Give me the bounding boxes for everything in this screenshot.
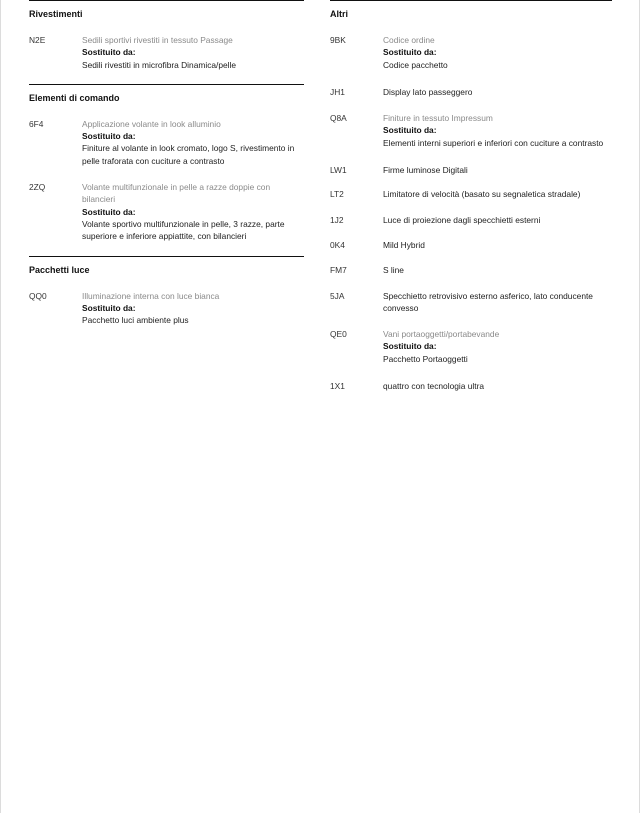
option-code: QE0 bbox=[330, 329, 347, 340]
option-code: JH1 bbox=[330, 86, 345, 97]
option-text: Specchietto retrovisivo esterno asferico, lato conducente convesso bbox=[383, 290, 593, 313]
replacement-option: Elementi interni superiori e inferiori con cuciture a contrasto bbox=[383, 137, 604, 148]
replacement-option: Pacchetto Portaoggetti bbox=[383, 353, 468, 364]
section-elementi-di-comando bbox=[29, 84, 304, 243]
replaced-label: Sostituito da: bbox=[82, 206, 136, 217]
option-text: Luce di proiezione dagli specchietti esterni bbox=[383, 214, 541, 225]
option-entry bbox=[29, 118, 304, 167]
option-text: quattro con tecnologia ultra bbox=[383, 381, 485, 392]
replaced-label: Sostituito da: bbox=[383, 47, 437, 58]
original-option: Sedili sportivi rivestiti in tessuto Passage bbox=[82, 35, 233, 45]
option-code: Q8A bbox=[330, 113, 347, 124]
option-description bbox=[383, 112, 612, 149]
option-code: 1J2 bbox=[330, 214, 344, 225]
option-entry bbox=[330, 214, 612, 226]
section-altri bbox=[330, 0, 612, 392]
option-entry bbox=[29, 181, 304, 242]
option-description bbox=[383, 328, 612, 365]
option-description bbox=[82, 181, 304, 242]
left-column bbox=[29, 0, 304, 326]
section-title: Rivestimenti bbox=[29, 9, 83, 19]
original-option: Codice ordine bbox=[383, 35, 435, 45]
option-entry bbox=[29, 34, 304, 71]
option-text: Mild Hybrid bbox=[383, 239, 425, 250]
replaced-label: Sostituito da: bbox=[383, 341, 437, 352]
option-description bbox=[82, 34, 304, 71]
option-entry bbox=[330, 164, 612, 176]
option-code: FM7 bbox=[330, 265, 347, 276]
option-entry bbox=[330, 86, 612, 98]
section-title: Altri bbox=[330, 9, 348, 19]
option-entry bbox=[330, 34, 612, 71]
option-code: LT2 bbox=[330, 189, 344, 200]
section-rivestimenti bbox=[29, 0, 304, 71]
option-description bbox=[383, 34, 612, 71]
option-text: S line bbox=[383, 265, 404, 276]
option-entry bbox=[330, 380, 612, 392]
original-option: Applicazione volante in look alluminio bbox=[82, 118, 221, 129]
section-title: Elementi di comando bbox=[29, 92, 120, 103]
original-option: Vani portaoggetti/portabevande bbox=[383, 329, 500, 340]
option-code: 6F4 bbox=[29, 118, 44, 129]
original-option: Illuminazione interna con luce bianca bbox=[82, 290, 220, 301]
option-code: 9BK bbox=[330, 35, 346, 45]
replacement-option: Pacchetto luci ambiente plus bbox=[82, 315, 189, 326]
option-entry bbox=[29, 290, 304, 327]
option-code: 0K4 bbox=[330, 239, 345, 250]
option-entry bbox=[330, 112, 612, 149]
option-text: Firme luminose Digitali bbox=[383, 165, 468, 176]
replacement-option: Sedili rivestiti in microfibra Dinamica/pelle bbox=[82, 59, 237, 70]
option-entry bbox=[330, 328, 612, 365]
section-title: Pacchetti luce bbox=[29, 264, 90, 275]
replacement-option: Volante sportivo multifunzionale in pelle, 3 razze, parte superiore e inferiore appiattite, con bilancieri bbox=[82, 218, 285, 242]
replacement-option: Finiture al volante in look cromato, logo S, rivestimento in pelle traforata con cuciture a contrasto bbox=[82, 143, 295, 166]
option-description bbox=[82, 118, 304, 167]
option-entry bbox=[330, 188, 612, 200]
option-code: LW1 bbox=[330, 165, 347, 176]
option-code: 1X1 bbox=[330, 381, 345, 392]
replaced-label: Sostituito da: bbox=[82, 47, 136, 58]
option-description bbox=[82, 290, 304, 327]
original-option: Finiture in tessuto Impressum bbox=[383, 113, 493, 124]
replaced-label: Sostituito da: bbox=[82, 302, 136, 313]
option-code: 5JA bbox=[330, 290, 345, 301]
option-code: QQ0 bbox=[29, 290, 47, 301]
right-column bbox=[330, 0, 612, 392]
original-option: Volante multifunzionale in pelle a razze doppie con bilancieri bbox=[82, 182, 271, 205]
option-text: Limitatore di velocità (basato su segnaletica stradale) bbox=[383, 189, 581, 200]
option-entry bbox=[330, 290, 612, 315]
option-entry bbox=[330, 239, 612, 251]
section-pacchetti-luce bbox=[29, 256, 304, 327]
replaced-label: Sostituito da: bbox=[82, 131, 136, 142]
replaced-label: Sostituito da: bbox=[383, 125, 437, 136]
option-entry bbox=[330, 264, 612, 276]
option-code: N2E bbox=[29, 35, 46, 45]
option-text: Display lato passeggero bbox=[383, 86, 473, 97]
option-code: 2ZQ bbox=[29, 182, 46, 193]
replacement-option: Codice pacchetto bbox=[383, 59, 448, 70]
